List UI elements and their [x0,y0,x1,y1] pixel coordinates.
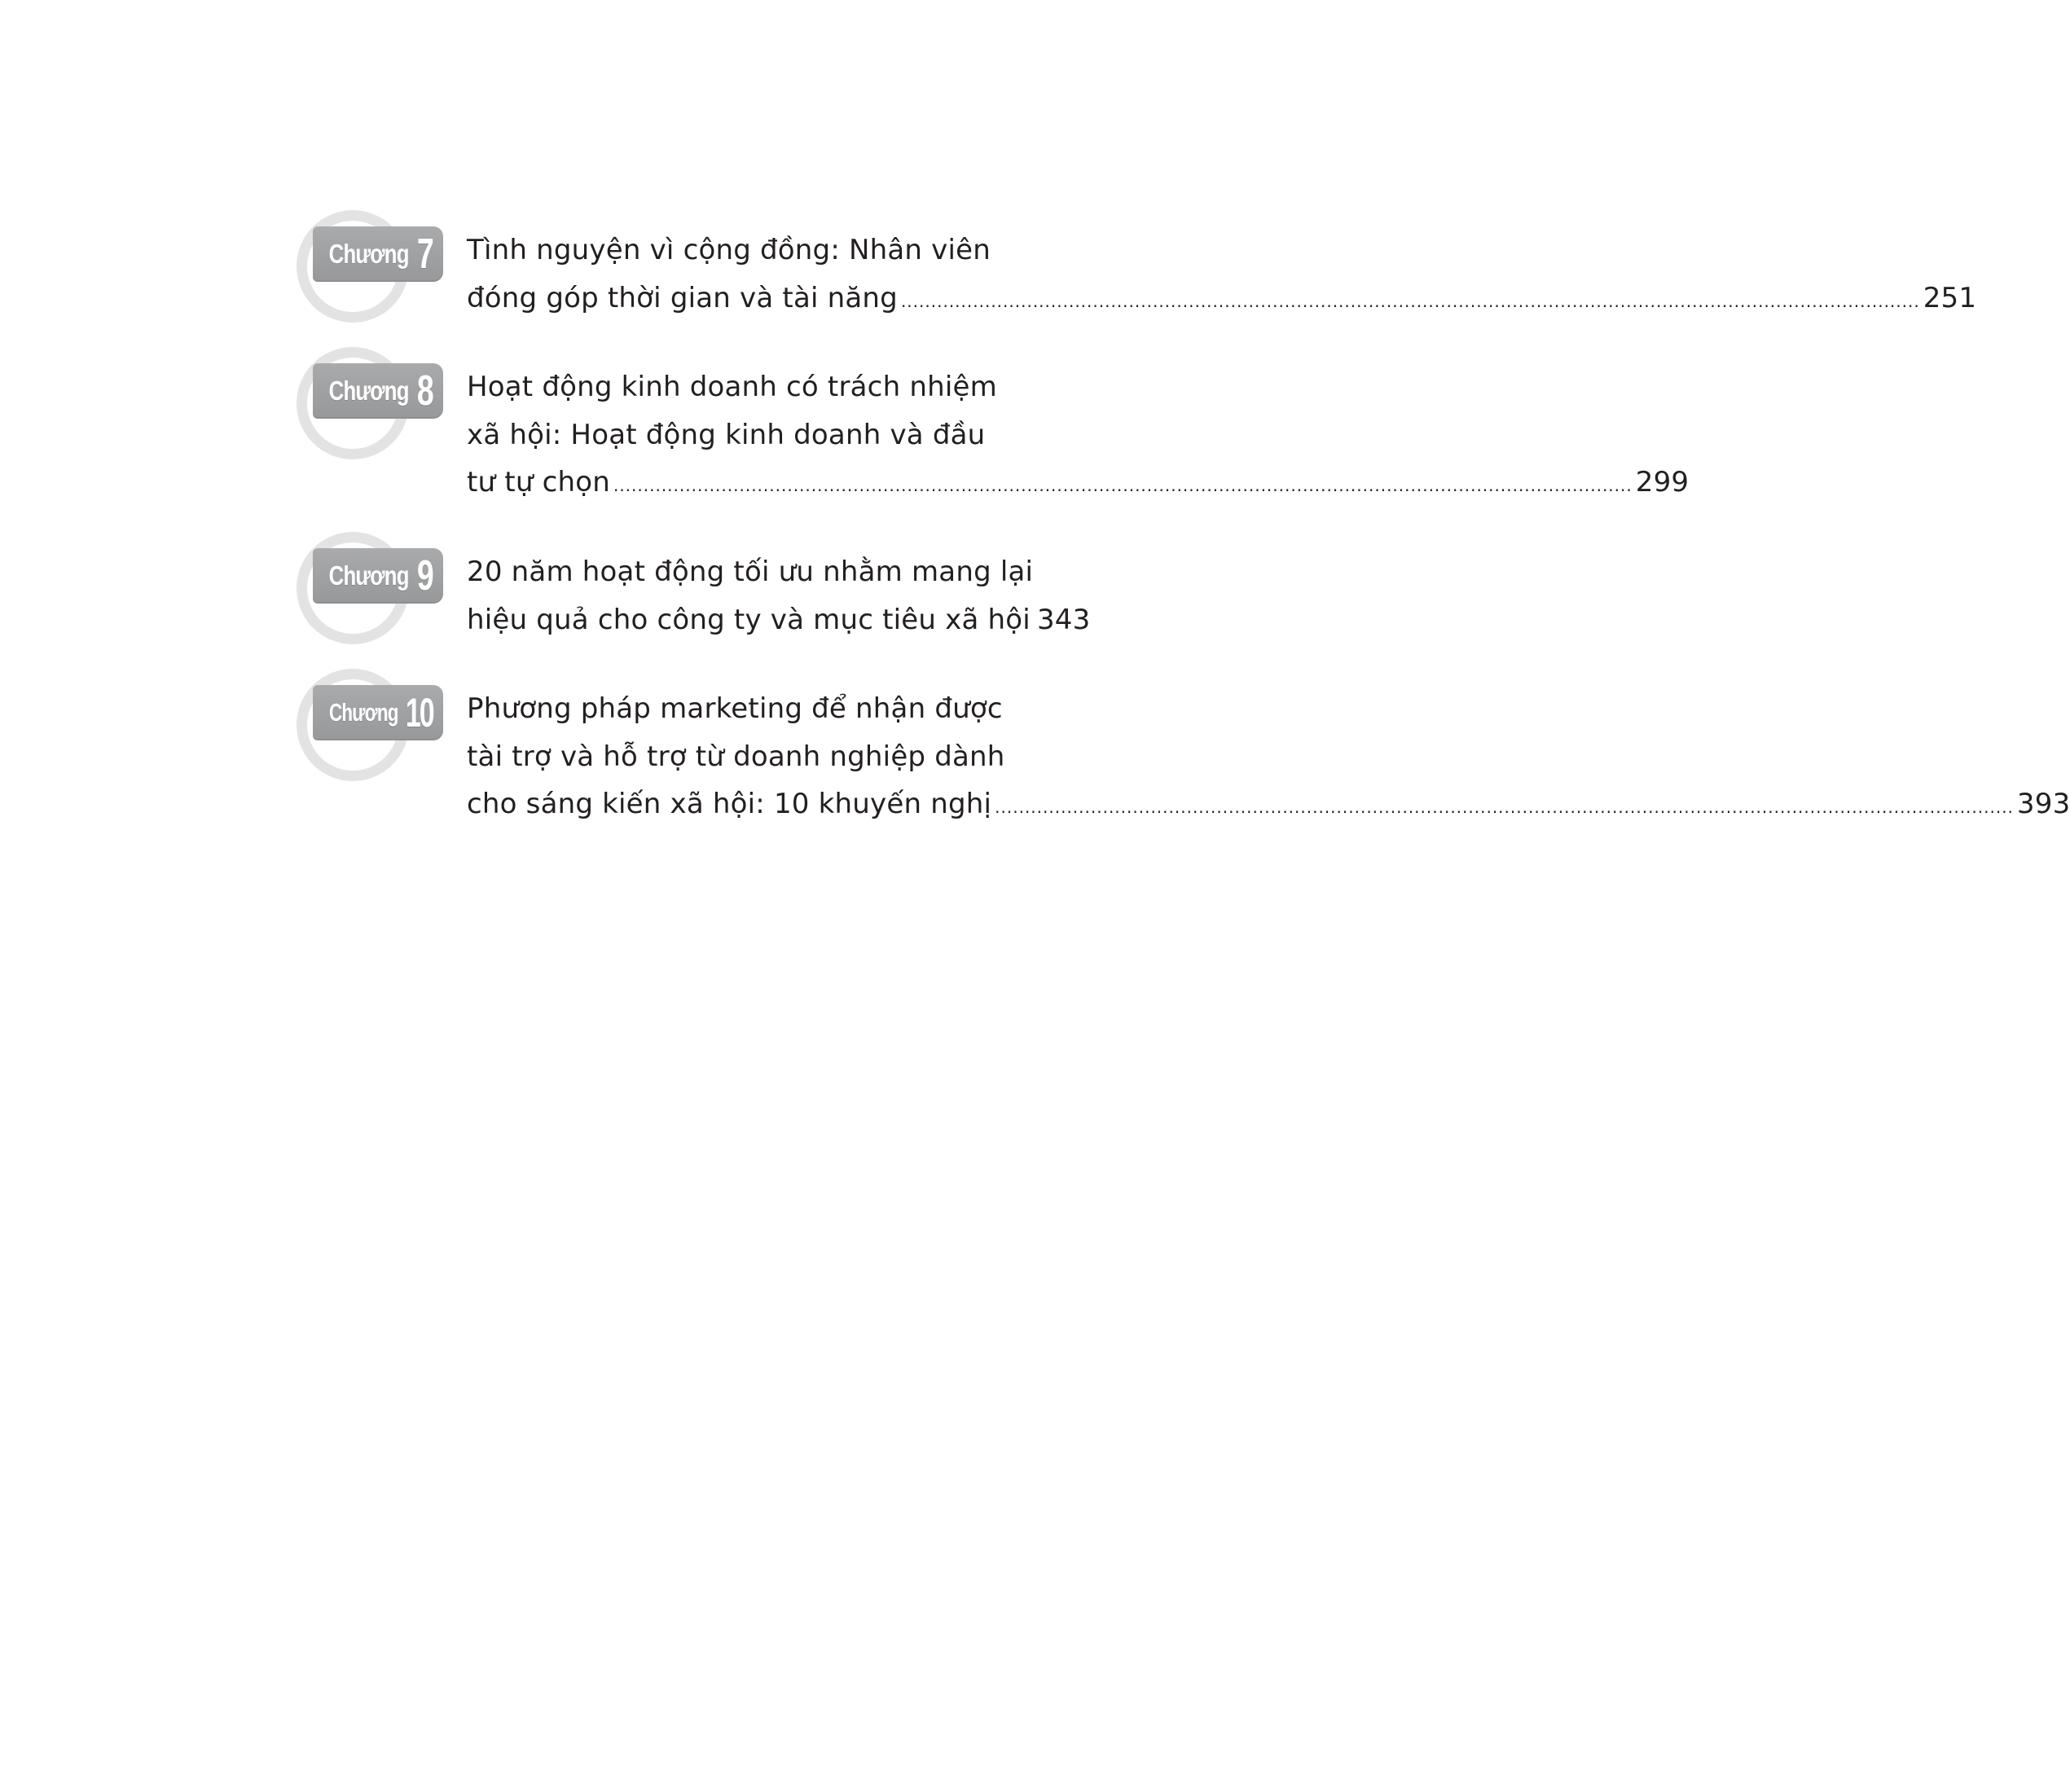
chapter-badge [293,340,448,455]
chapter-title-line: Hoạt động kinh doanh có trách nhiệm [467,371,997,403]
chapter-title-last-line: hiệu quả cho công ty và mục tiêu xã hội 343 [467,596,1075,648]
chapter-title-line: Tình nguyện vì cộng đồng: Nhân viên [467,234,991,266]
chapter-word: Chương [329,560,410,591]
chapter-word: Chương [329,239,410,269]
chapter-title-last-line: đóng góp thời gian và tài năng .......................................................................................................................................................................... 251 [467,275,1075,326]
chapter-title [467,363,1690,510]
page-number: 299 [1635,466,1690,499]
chapter-title-line: Phương pháp marketing để nhận được [467,692,1003,725]
chapter-title [467,548,1091,647]
chapter-word: Chương [328,698,398,727]
chapter-badge [293,525,448,639]
chapter-number: 7 [416,231,433,278]
chapter-badge [293,204,448,318]
leader-dots: .......................................................................................................................................................................... [613,476,1633,495]
chapter-title [467,226,1977,325]
chapter-title [467,685,2070,832]
page-number: 393 [2016,788,2070,820]
chapter-number: 9 [416,552,433,600]
chapter-title-last-line: cho sáng kiến xã hội: 10 khuyến nghị .......................................................................................................................................................................... 393 [467,780,1075,832]
chapter-badge [293,662,448,776]
chapter-title-line: xã hội: Hoạt động kinh doanh và đầu [467,418,986,451]
page-number: 343 [1036,603,1091,636]
leader-dots: .......................................................................................................................................................................... [900,291,1920,311]
chapter-word: Chương [329,376,410,406]
leader-dots: .......................................................................................................................................................................... [995,797,2014,817]
chapter-number: 8 [416,367,433,415]
chapter-title-last-line: tư tự chọn .......................................................................................................................................................................... 299 [467,459,1075,510]
chapter-title-line: 20 năm hoạt động tối ưu nhằm mang lại [467,556,1034,588]
page-number: 251 [1923,281,1977,314]
chapter-number: 10 [406,690,433,736]
chapter-title-line: tài trợ và hỗ trợ từ doanh nghiệp dành [467,740,1005,773]
